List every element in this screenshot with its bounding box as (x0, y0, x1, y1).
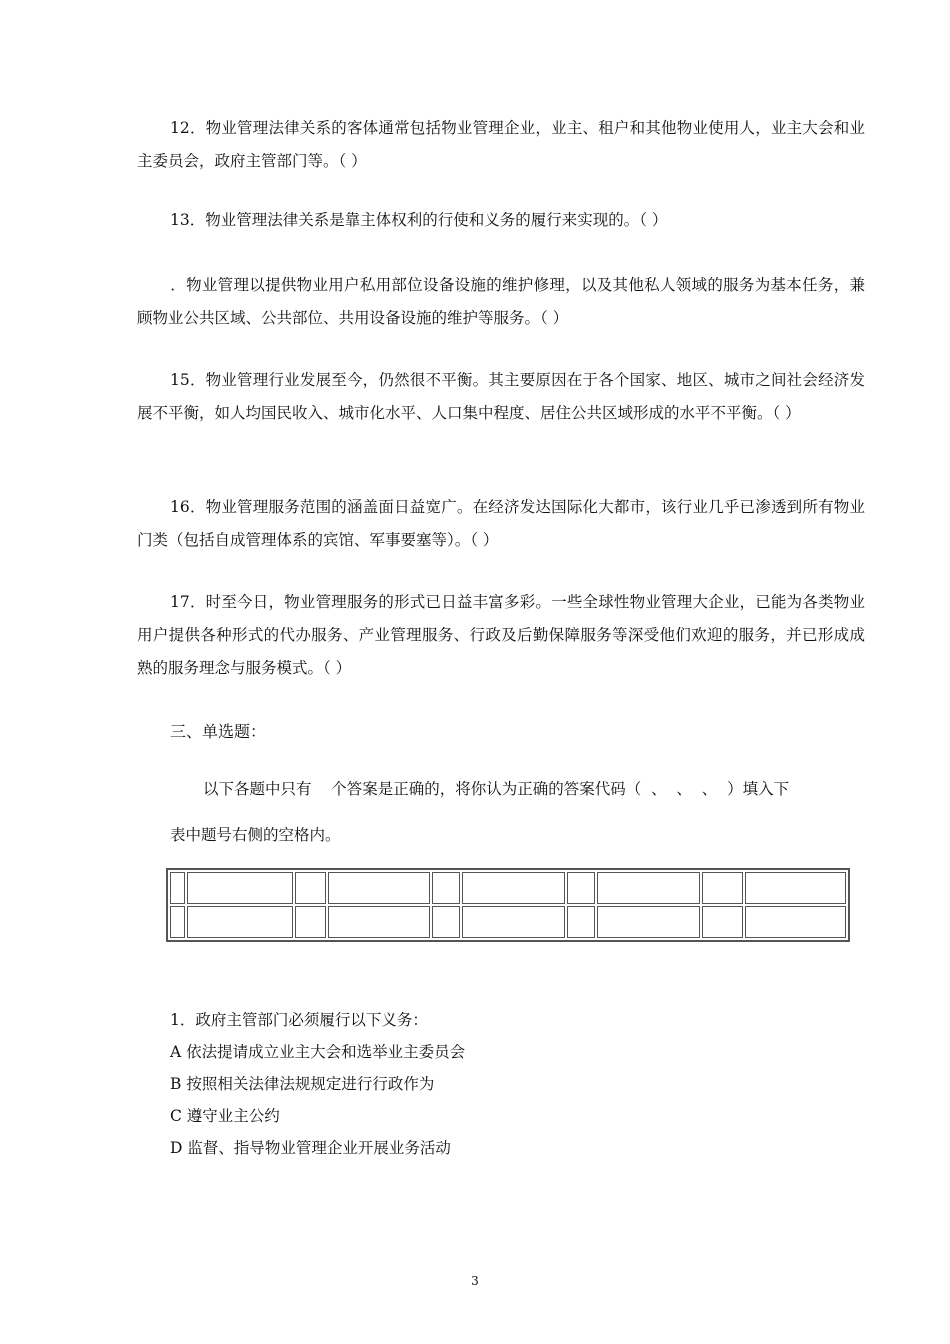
statement-text: ．时至今日，物业管理服务的形式已日益丰富多彩。一些全球性物业管理大企业，已能为各类物业用户提供各种形式的代办服务、产业管理服务、行政及后勤保障服务等深受他们欢迎的服务，并已形成成熟的服务理念与服务模式。（ ） (137, 593, 865, 677)
question-number-cell (170, 906, 185, 938)
page-number: 3 (471, 1274, 479, 1288)
question-number-cell (567, 906, 595, 938)
answer-table (166, 868, 850, 942)
question-number-cell (702, 872, 744, 904)
answer-cell[interactable] (597, 872, 700, 904)
answer-cell[interactable] (745, 906, 846, 938)
statement-15 (137, 364, 865, 430)
answer-cell[interactable] (187, 906, 293, 938)
answer-table-row (170, 906, 846, 938)
statement-number: 16 (170, 498, 190, 516)
option-a: A 依法提请成立业主大会和选举业主委员会 (170, 1043, 466, 1061)
section-title: 三、单选题： (170, 722, 267, 741)
answer-cell[interactable] (187, 872, 293, 904)
statement-12 (137, 112, 865, 178)
statement-text: ．物业管理法律关系是靠主体权利的行使和义务的履行来实现的。（ ） (189, 211, 668, 229)
question-number-cell (295, 906, 326, 938)
statement-number: 15 (170, 371, 190, 389)
statement-text: ．物业管理行业发展至今，仍然很不平衡。其主要原因在于各个国家、地区、城市之间社会经济发展不平衡，如人均国民收入、城市化水平、人口集中程度、居住公共区域形成的水平不平衡。（ ） (137, 371, 865, 422)
question-number-cell (170, 872, 185, 904)
answer-table-row (170, 872, 846, 904)
question-1 (170, 1004, 465, 1164)
option-d: D 监督、指导物业管理企业开展业务活动 (170, 1139, 451, 1157)
question-number-cell (432, 872, 460, 904)
question-stem: 1．政府主管部门必须履行以下义务： (170, 1011, 428, 1029)
statement-text: ．物业管理法律关系的客体通常包括物业管理企业，业主、租户和其他物业使用人，业主大会和业主委员会，政府主管部门等。（ ） (137, 119, 865, 170)
option-b: B 按照相关法律法规规定进行行政作为 (170, 1075, 435, 1093)
statement-text: ．物业管理服务范围的涵盖面日益宽广。在经济发达国际化大都市，该行业几乎已渗透到所有物业门类（包括自成管理体系的宾馆、军事要塞等）。（ ） (137, 498, 865, 549)
question-number-cell (702, 906, 744, 938)
answer-cell[interactable] (597, 906, 700, 938)
statement-number: 12 (170, 119, 190, 137)
instruction-line-2: 表中题号右侧的空格内。 (170, 826, 341, 844)
statement-17 (137, 586, 865, 685)
answer-cell[interactable] (745, 872, 846, 904)
statement-16 (137, 491, 865, 557)
answer-cell[interactable] (328, 872, 430, 904)
statement-text: ．物业管理以提供物业用户私用部位设备设施的维护修理，以及其他私人领域的服务为基本任务，兼顾物业公共区域、公共部位、共用设备设施的维护等服务。（ ） (137, 276, 865, 327)
statement-number: 13 (170, 211, 190, 229)
answer-cell[interactable] (462, 872, 565, 904)
statement-number: 17 (170, 593, 190, 611)
question-number-cell (432, 906, 460, 938)
question-number-cell (295, 872, 326, 904)
answer-cell[interactable] (462, 906, 565, 938)
instruction-line-1: 以下各题中只有 个答案是正确的，将你认为正确的答案代码（ 、 、 、 ）填入下 (203, 780, 790, 798)
statement-13 (137, 204, 865, 237)
question-number-cell (567, 872, 595, 904)
answer-cell[interactable] (328, 906, 430, 938)
option-c: C 遵守业主公约 (170, 1107, 280, 1125)
statement-14 (137, 269, 865, 335)
